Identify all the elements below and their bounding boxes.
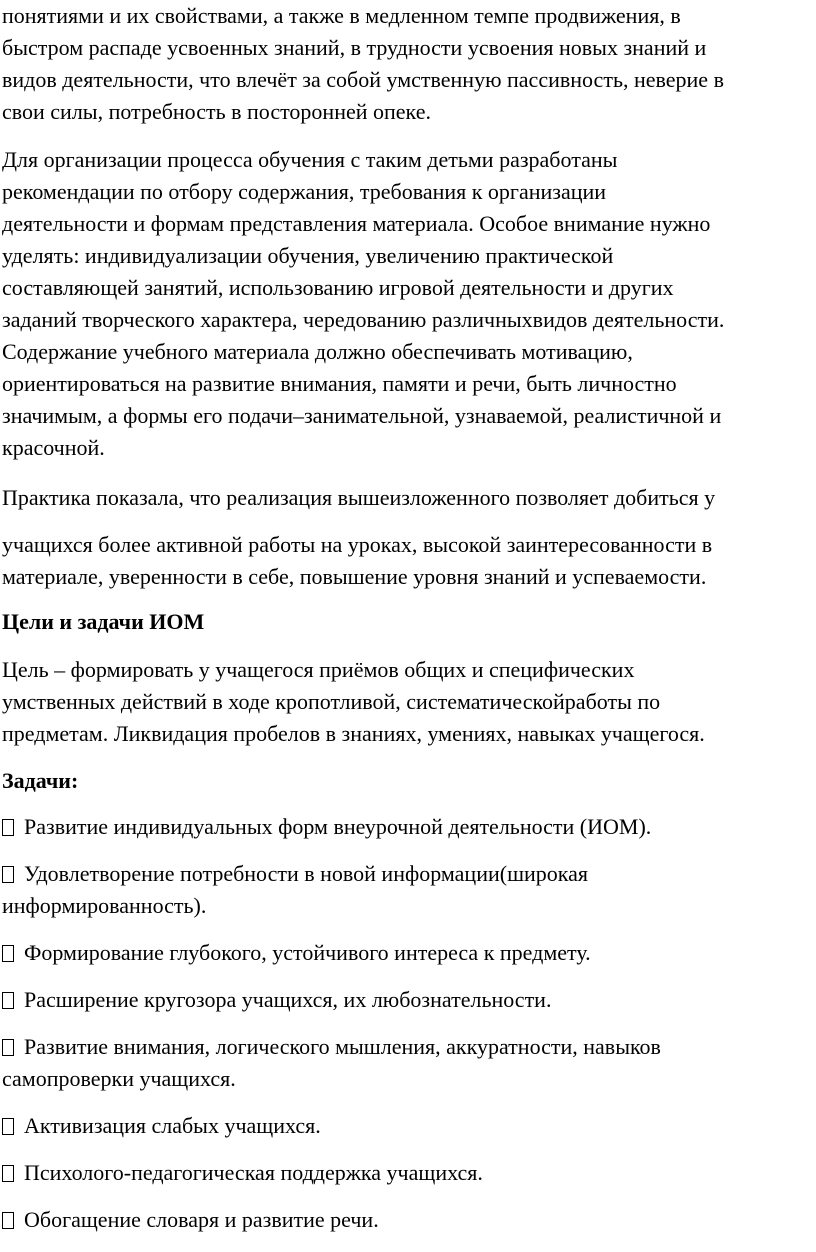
checkbox-bullet-icon — [2, 1118, 14, 1135]
text-line: материале, уверенности в себе, повышение уровня знаний и успеваемости. — [2, 564, 707, 589]
checkbox-bullet-icon — [2, 866, 14, 883]
checkbox-bullet-icon — [2, 945, 14, 962]
text-line: ориентироваться на развитие внимания, памяти и речи, быть личностно — [2, 371, 677, 396]
text-line: рекомендации по отбору содержания, требования к организации — [2, 179, 607, 204]
text-line: свои силы, потребность в посторонней опеке. — [2, 99, 431, 124]
text-line: уделять: индивидуализации обучения, увеличению практической — [2, 243, 614, 268]
task-text: Формирование глубокого, устойчивого интереса к предмету. — [24, 940, 591, 965]
task-text: Активизация слабых учащихся. — [24, 1113, 321, 1138]
checkbox-bullet-icon — [2, 992, 14, 1009]
task-item — [2, 984, 814, 1016]
checkbox-bullet-icon — [2, 1165, 14, 1182]
text-line: красочной. — [2, 435, 105, 460]
text-line: Содержание учебного материала должно обеспечивать мотивацию, — [2, 339, 633, 364]
task-item — [2, 937, 814, 969]
checkbox-bullet-icon — [2, 1039, 14, 1056]
heading-tasks — [2, 765, 814, 797]
text-line: деятельности и формам представления материала. Особое внимание нужно — [2, 211, 711, 236]
heading-text: Задачи: — [2, 768, 79, 793]
text-line: предметам. Ликвидация пробелов в знаниях, умениях, навыках учащегося. — [2, 721, 705, 746]
text-line: составляющей занятий, использованию игровой деятельности и других — [2, 275, 674, 300]
task-item — [2, 1157, 814, 1189]
paragraph-goal — [2, 654, 814, 750]
task-item — [2, 858, 814, 922]
task-text: Удовлетворение потребности в новой информации(широкая — [24, 861, 589, 886]
task-text: Расширение кругозора учащихся, их любознательности. — [24, 987, 552, 1012]
paragraph-practice — [2, 482, 814, 514]
task-text: Развитие индивидуальных форм внеурочной деятельности (ИОМ). — [24, 814, 652, 839]
task-text: Обогащение словаря и развитие речи. — [24, 1207, 379, 1232]
paragraph-recommendations — [2, 144, 814, 464]
text-line: значимым, а формы его подачи–занимательной, узнаваемой, реалистичной и — [2, 403, 722, 428]
text-line: быстром распаде усвоенных знаний, в трудности усвоения новых знаний и — [2, 35, 707, 60]
heading-goals — [2, 606, 814, 638]
checkbox-bullet-icon — [2, 819, 14, 836]
task-item — [2, 811, 814, 843]
heading-text: Цели и задачи ИОМ — [2, 609, 205, 634]
task-text: Психолого-педагогическая поддержка учащихся. — [24, 1160, 483, 1185]
task-item — [2, 1204, 814, 1236]
text-line: Цель – формировать у учащегося приёмов общих и специфических — [2, 657, 635, 682]
text-line: Для организации процесса обучения с таким детьми разработаны — [2, 147, 618, 172]
paragraph-learning-difficulties — [2, 0, 814, 128]
text-line: учащихся более активной работы на уроках, высокой заинтересованности в — [2, 532, 713, 557]
text-line: видов деятельности, что влечёт за собой умственную пассивность, неверие в — [2, 67, 724, 92]
task-item — [2, 1110, 814, 1142]
task-text-continued: информированность). — [2, 893, 207, 918]
text-line: заданий творческого характера, чередованию различныхвидов деятельности. — [2, 307, 725, 332]
text-line: понятиями и их свойствами, а также в медленном темпе продвижения, в — [2, 3, 681, 28]
checkbox-bullet-icon — [2, 1212, 14, 1229]
task-text-continued: самопроверки учащихся. — [2, 1066, 236, 1091]
task-item — [2, 1031, 814, 1095]
task-text: Развитие внимания, логического мышления, аккуратности, навыков — [24, 1034, 661, 1059]
paragraph-practice-continued — [2, 529, 814, 593]
text-line: умственных действий в ходе кропотливой, систематическойработы по — [2, 689, 661, 714]
text-line: Практика показала, что реализация вышеизложенного позволяет добиться у — [2, 485, 716, 510]
